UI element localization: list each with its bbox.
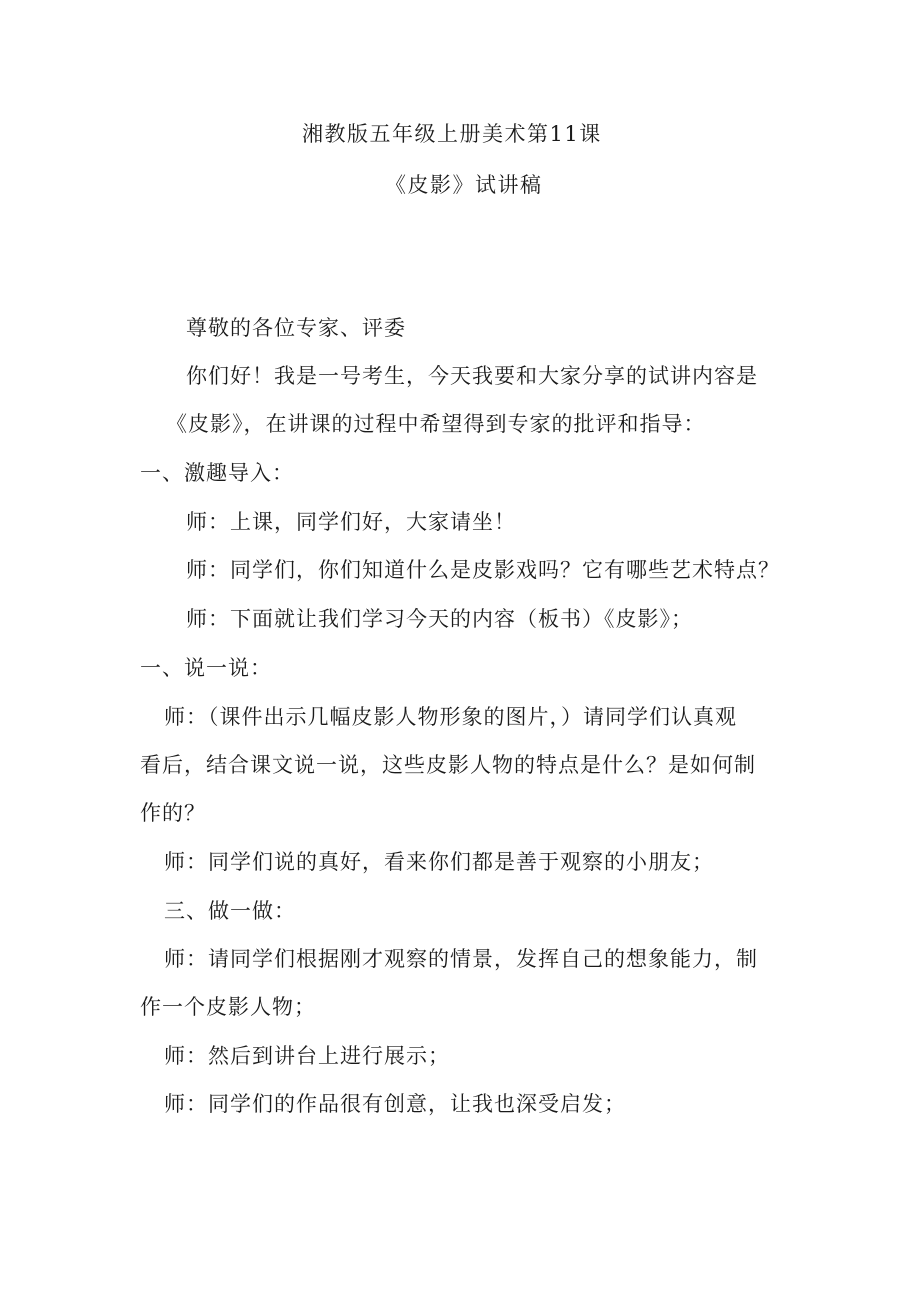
greeting-line: 尊敬的各位专家、评委 bbox=[186, 316, 406, 340]
paragraph-line: 师：同学们的作品很有创意，让我也深受启发； bbox=[164, 1092, 626, 1116]
section-heading-2: 一、说一说： bbox=[140, 656, 272, 680]
section-heading-3: 三、做一做： bbox=[164, 899, 296, 923]
paragraph-line: 师：（课件出示几幅皮影人物形象的图片，）请同学们认真观 bbox=[164, 705, 737, 729]
paragraph-line: 师：上课，同学们好，大家请坐！ bbox=[186, 510, 516, 534]
paragraph-line: 作的？ bbox=[140, 801, 206, 825]
paragraph-line: 师：请同学们根据刚才观察的情景，发挥自己的想象能力，制 bbox=[164, 947, 758, 971]
intro-line-1: 你们好！我是一号考生，今天我要和大家分享的试讲内容是 bbox=[186, 364, 758, 388]
document-title: 湘教版五年级上册美术第11课 bbox=[302, 122, 602, 146]
section-heading-1: 一、激趣导入： bbox=[140, 461, 294, 485]
paragraph-line: 师：下面就让我们学习今天的内容（板书）《皮影》； bbox=[186, 607, 693, 631]
paragraph-line: 师：同学们，你们知道什么是皮影戏吗？它有哪些艺术特点？ bbox=[186, 558, 780, 582]
intro-line-2: 《皮影》，在讲课的过程中希望得到专家的批评和指导： bbox=[166, 412, 706, 436]
paragraph-line: 作一个皮影人物； bbox=[140, 995, 316, 1019]
paragraph-line: 师：然后到讲台上进行展示； bbox=[164, 1044, 450, 1068]
paragraph-line: 看后，结合课文说一说，这些皮影人物的特点是什么？是如何制 bbox=[140, 753, 756, 777]
paragraph-line: 师：同学们说的真好，看来你们都是善于观察的小朋友； bbox=[164, 850, 714, 874]
document-subtitle: 《皮影》试讲稿 bbox=[385, 173, 543, 197]
